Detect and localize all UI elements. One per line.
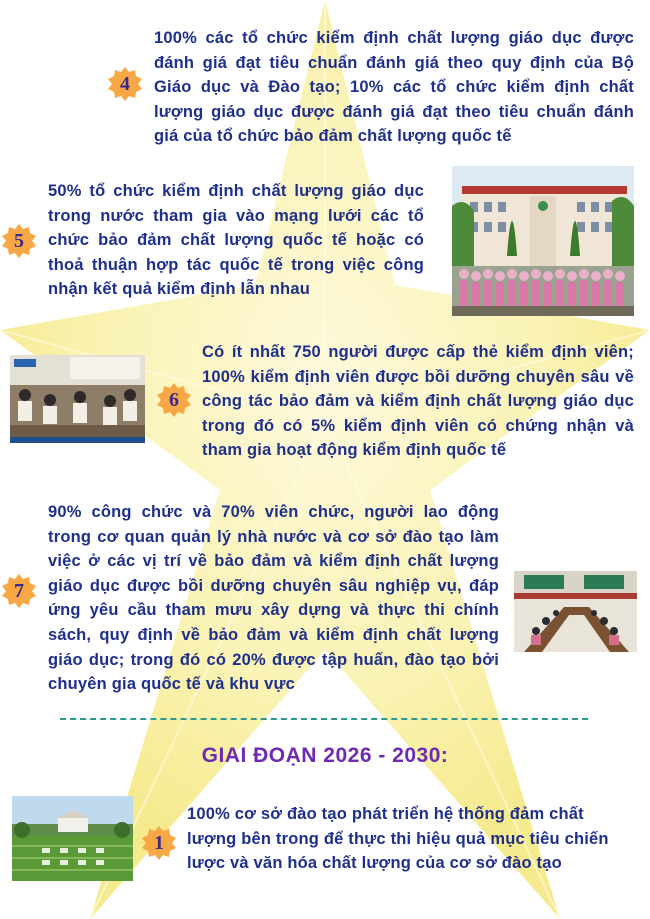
- campus-aerial-photo: [12, 796, 133, 881]
- number-badge-1: [141, 825, 177, 861]
- classroom-photo: [10, 355, 145, 443]
- university-building-photo: [452, 166, 634, 316]
- badge-number: 5: [14, 230, 24, 252]
- badge-number: 7: [14, 580, 24, 602]
- badge-number: 4: [120, 73, 130, 95]
- badge-number: 1: [154, 832, 164, 854]
- item-5-text: 50% tổ chức kiểm định chất lượng giáo dục trong nước tham gia vào mạng lưới các tổ chức bảo đảm chất lượng quốc tế hoặc có thoả thuận hợp tác quốc tế trong việc công nhận kết quả kiểm định lẫn nhau: [48, 182, 424, 299]
- item-4-text: 100% các tổ chức kiểm định chất lượng giáo dục được đánh giá đạt tiêu chuẩn đánh giá theo quy định của Bộ Giáo dục và Đào tạo; 10% các tổ chức kiểm định chất lượng giáo dục được đánh giá đạt theo tiêu chuẩn đánh giá của tổ chức bảo đảm chất lượng quốc tế: [154, 29, 634, 146]
- dashed-divider: [60, 718, 588, 720]
- phase-title: GIAI ĐOẠN 2026 - 2030:: [201, 744, 449, 767]
- item-6-text: Có ít nhất 750 người được cấp thẻ kiểm định viên; 100% kiểm định viên được bồi dưỡng chuyên sâu về công tác bảo đảm và kiểm định chất lượng giáo dục trong đó có 5% kiểm định viên có chứng nhận và tham gia hoạt động kiểm định quốc tế: [202, 343, 634, 460]
- item-7-text: 90% công chức và 70% viên chức, người lao động trong cơ quan quản lý nhà nước và cơ sở đào tạo làm việc ở các vị trí về bảo đảm và kiểm định chất lượng giáo dục được bồi dưỡng chuyên sâu nghiệp vụ, đáp ứng yêu cầu tham mưu xây dựng và thực thi chính sách, quy định về bảo đảm và kiểm định chất lượng giáo dục; trong đó có 20% được tập huấn, đào tạo bởi chuyên gia quốc tế và khu vực: [48, 503, 499, 694]
- badge-number: 6: [169, 389, 179, 411]
- phase-item-1-text: 100% cơ sở đào tạo phát triển hệ thống đảm chất lượng bên trong để thực thi hiệu quả mục tiêu chiến lược và văn hóa chất lượng của cơ sở đào tạo: [187, 805, 609, 873]
- number-badge-4: [107, 66, 143, 102]
- number-badge-7: [1, 573, 37, 609]
- number-badge-5: [1, 223, 37, 259]
- number-badge-6: [156, 382, 192, 418]
- conference-room-photo: [514, 571, 637, 652]
